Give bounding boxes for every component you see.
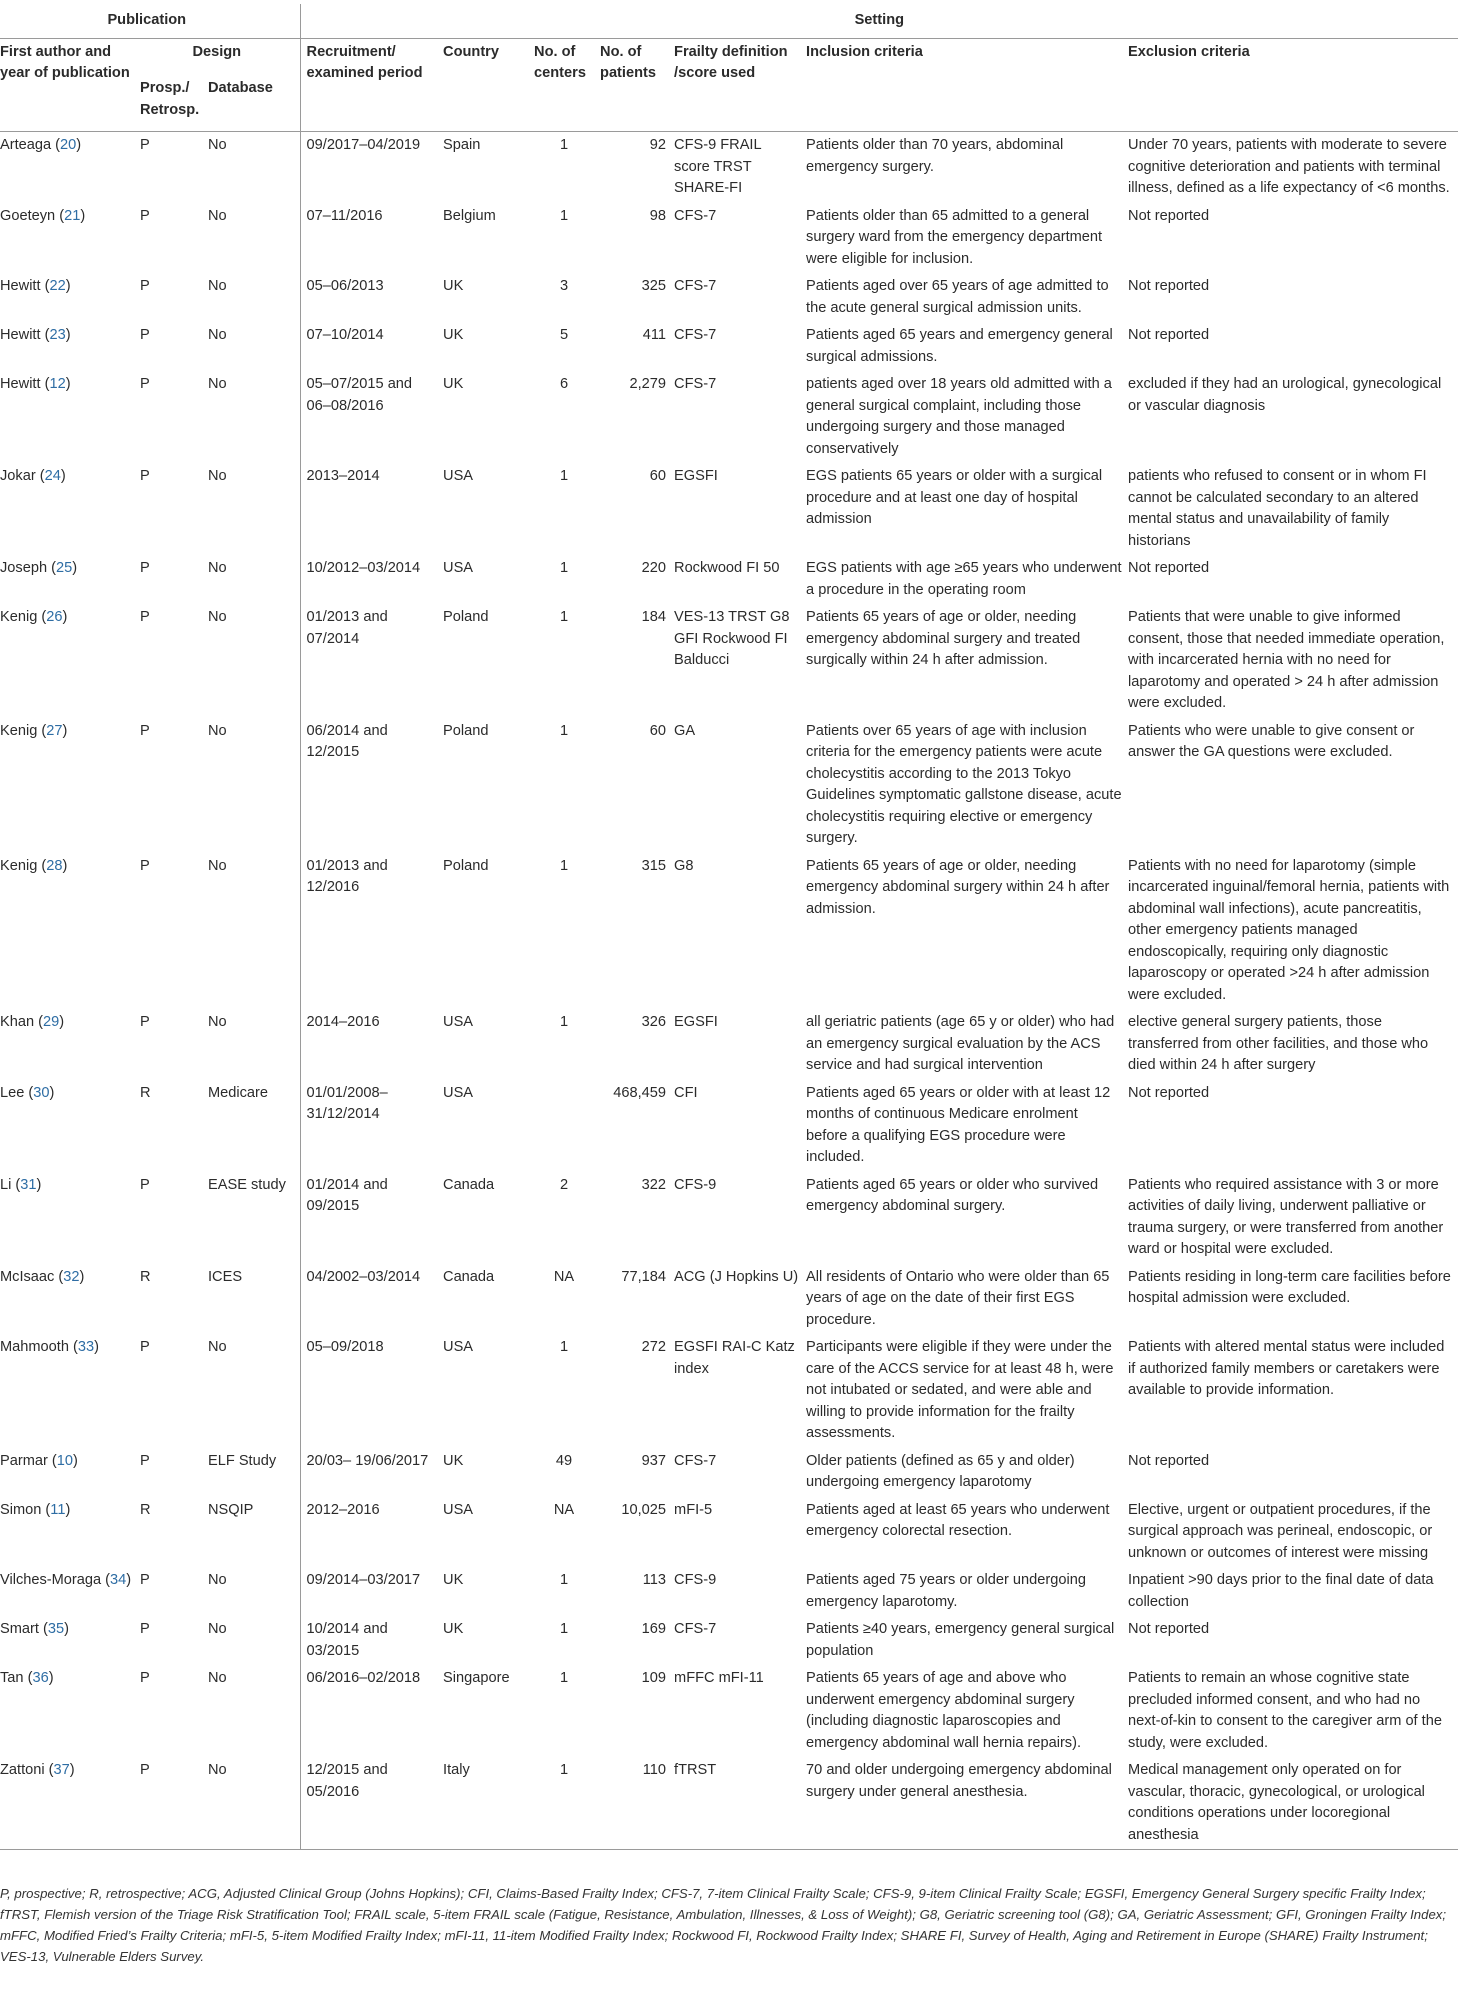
cell-design: P — [140, 278, 150, 294]
inclusion-header: Inclusion criteria — [806, 38, 1128, 132]
cell-period: 05–06/2013 — [300, 273, 443, 322]
cell-patients: 60 — [649, 468, 667, 484]
table-row — [0, 604, 1458, 718]
cell-country: Canada — [443, 1176, 495, 1193]
cell-country: USA — [443, 1339, 474, 1355]
cell-design: P — [140, 1339, 150, 1355]
cell-exclusion: Not reported — [1128, 278, 1210, 294]
author-name: Khan — [0, 1014, 35, 1030]
cell-design: P — [140, 722, 150, 739]
cell-exclusion: elective general surgery patients, those transferred from other facilities, and those who died within 24 h after surgery — [1128, 1014, 1429, 1073]
cell-frailty: EGSFI — [674, 1014, 718, 1030]
cell-inclusion: Patients aged 75 years or older undergoing emergency laparotomy. — [806, 1572, 1086, 1610]
reference-link[interactable]: 27 — [46, 722, 63, 739]
reference-link[interactable]: 30 — [33, 1084, 50, 1101]
cell-period: 04/2002–03/2014 — [300, 1264, 443, 1335]
cell-exclusion: Not reported — [1128, 1452, 1210, 1469]
cell-design: R — [140, 1268, 151, 1285]
cell-patients: 77,184 — [621, 1268, 667, 1285]
author-name: Kenig — [0, 857, 38, 874]
cell-period: 01/2013 and 07/2014 — [300, 604, 443, 718]
cell-country: UK — [443, 1452, 464, 1469]
cell-design: P — [140, 1572, 150, 1588]
cell-patients: 325 — [641, 278, 667, 294]
database-header: Database — [208, 66, 300, 132]
cell-country: USA — [443, 1014, 474, 1030]
table-row — [0, 322, 1458, 371]
cell-country: USA — [443, 560, 474, 576]
reference-link[interactable]: 26 — [46, 609, 63, 625]
cell-database: No — [208, 1621, 227, 1637]
cell-patients: 92 — [649, 137, 667, 153]
cell-database: No — [208, 1014, 227, 1030]
cell-patients: 109 — [641, 1670, 667, 1686]
author-name: Joseph — [0, 560, 48, 576]
author-name: Simon — [0, 1501, 42, 1518]
reference-link[interactable]: 22 — [49, 278, 66, 294]
cell-design: P — [140, 1176, 150, 1193]
cell-database: NSQIP — [208, 1501, 254, 1518]
cell-patients: 2,279 — [629, 376, 667, 392]
cell-patients: 10,025 — [621, 1501, 667, 1518]
reference-link[interactable]: 32 — [63, 1268, 80, 1285]
frailty-header: Frailty definition /score used — [674, 38, 806, 132]
author-name: Jokar — [0, 468, 36, 484]
cell-country: Belgium — [443, 207, 496, 224]
cell-design: P — [140, 857, 150, 874]
cell-database: No — [208, 609, 227, 625]
cell-author: Jokar (24) — [0, 468, 66, 484]
cell-database: No — [208, 327, 227, 343]
reference-link[interactable]: 34 — [110, 1572, 127, 1588]
cell-author: Kenig (27) — [0, 722, 68, 739]
reference-link[interactable]: 36 — [32, 1670, 49, 1686]
patients-header: No. of patients — [600, 38, 674, 132]
table-row — [0, 1448, 1458, 1497]
cell-inclusion: Patients aged at least 65 years who underwent emergency colorectal resection. — [806, 1501, 1110, 1539]
table-row — [0, 132, 1458, 203]
author-name: Goeteyn — [0, 207, 56, 224]
design-header: Design — [192, 43, 242, 60]
cell-frailty: CFS-9 FRAIL score TRST SHARE-FI — [674, 137, 762, 196]
cell-period: 07–10/2014 — [300, 322, 443, 371]
cell-exclusion: Patients who required assistance with 3 or more activities of daily living, underwent palliative or trauma surgery, or were transferred from another ward or hospital were excluded. — [1128, 1176, 1444, 1257]
cell-frailty: CFI — [674, 1084, 698, 1101]
cell-inclusion: Participants were eligible if they were under the care of the ACCS service for at least 48 h, were not intubated or sedated, and were able and willing to provide information for the frailty assessments. — [806, 1339, 1114, 1441]
cell-author: Parmar (10) — [0, 1452, 78, 1469]
cell-author: Arteaga (20) — [0, 137, 82, 153]
cell-frailty: CFS-7 — [674, 207, 717, 224]
cell-frailty: VES-13 TRST G8 GFI Rockwood FI Balducci — [674, 609, 790, 668]
cell-database: No — [208, 207, 227, 224]
author-name: Hewitt — [0, 376, 41, 392]
cell-centers: 1 — [559, 722, 569, 739]
cell-frailty: CFS-7 — [674, 1621, 717, 1637]
reference-link[interactable]: 37 — [53, 1762, 70, 1778]
cell-patients: 411 — [642, 327, 667, 343]
table-row — [0, 1264, 1458, 1335]
recruitment-header: Recruitment/ examined period — [300, 38, 443, 132]
author-name: Zattoni — [0, 1762, 45, 1778]
cell-author: Mahmooth (33) — [0, 1339, 99, 1355]
cell-frailty: mFI-5 — [674, 1501, 713, 1518]
cell-exclusion: Medical management only operated on for vascular, thoracic, gynecological, or urological conditions operations under locoregional anesthesia — [1128, 1757, 1458, 1850]
cell-centers: 1 — [559, 137, 569, 153]
table-row — [0, 1334, 1458, 1448]
cell-inclusion: All residents of Ontario who were older than 65 years of age on the date of their first EGS procedure. — [806, 1268, 1110, 1328]
cell-exclusion: patients who refused to consent or in whom FI cannot be calculated secondary to an altered mental status and unavailability of family historians — [1128, 468, 1427, 549]
cell-country: UK — [443, 327, 464, 343]
cell-exclusion: Not reported — [1128, 207, 1210, 224]
cell-country: UK — [443, 1621, 464, 1637]
cell-author: Kenig (28) — [0, 857, 68, 874]
author-name: Lee — [0, 1084, 25, 1101]
cell-author: Smart (35) — [0, 1621, 69, 1637]
cell-exclusion: Elective, urgent or outpatient procedures, if the surgical approach was perineal, endoscopic, or unknown or outcomes of interest were missing — [1128, 1501, 1433, 1561]
cell-period: 01/2013 and 12/2016 — [300, 853, 443, 1010]
author-name: Mahmooth — [0, 1339, 69, 1355]
cell-inclusion: Patients ≥40 years, emergency general surgical population — [806, 1621, 1115, 1659]
reference-link[interactable]: 20 — [60, 137, 77, 153]
cell-inclusion: Patients aged 65 years and emergency general surgical admissions. — [806, 327, 1113, 365]
cell-frailty: CFS-9 — [674, 1176, 717, 1193]
table-row — [0, 371, 1458, 463]
cell-patients: 184 — [641, 609, 667, 625]
cell-period: 06/2014 and 12/2015 — [300, 718, 443, 853]
cell-database: No — [208, 468, 227, 484]
reference-link[interactable]: 31 — [20, 1176, 37, 1193]
cell-author: Hewitt (23) — [0, 327, 71, 343]
cell-frailty: Rockwood FI 50 — [674, 560, 780, 576]
cell-inclusion: Patients older than 70 years, abdominal emergency surgery. — [806, 137, 1064, 175]
cell-patients: 220 — [641, 560, 667, 576]
author-name: Hewitt — [0, 327, 41, 343]
cell-centers: 1 — [534, 1757, 600, 1850]
cell-exclusion: Patients with no need for laparotomy (simple incarcerated inguinal/femoral hernia, patients with abdominal wall infections), acute pancreatitis, other emergency patients managed endoscopically, requiring only diagnostic laparoscopy or operated >24 h after admission were excluded. — [1128, 857, 1450, 1003]
cell-country: USA — [443, 468, 474, 484]
table-row — [0, 273, 1458, 322]
table-row — [0, 203, 1458, 274]
cell-centers: 5 — [559, 327, 569, 343]
cell-author: Kenig (26) — [0, 609, 68, 625]
cell-design: P — [140, 1014, 150, 1030]
cell-exclusion: Not reported — [1128, 327, 1210, 343]
cell-exclusion: Patients who were unable to give consent or answer the GA questions were excluded. — [1128, 722, 1415, 760]
cell-author: Joseph (25) — [0, 560, 78, 576]
cell-frailty: mFFC mFI-11 — [674, 1670, 764, 1686]
cell-centers: NA — [553, 1501, 575, 1518]
cell-frailty: CFS-7 — [674, 376, 717, 392]
cell-exclusion: Patients that were unable to give informed consent, those that needed immediate operation, with incarcerated hernia with no need for laparotomy and operated > 24 h after admission were excluded. — [1128, 609, 1445, 711]
cell-frailty: CFS-7 — [674, 1452, 717, 1469]
author-name: McIsaac — [0, 1268, 55, 1285]
table-row — [0, 853, 1458, 1010]
cell-frailty: EGSFI — [674, 468, 718, 484]
cell-country: UK — [443, 278, 464, 294]
cell-patients: 60 — [649, 722, 667, 739]
cell-period: 2012–2016 — [300, 1497, 443, 1568]
cell-period: 05–09/2018 — [300, 1334, 443, 1448]
cell-centers: 6 — [559, 376, 569, 392]
author-name: Parmar — [0, 1452, 48, 1469]
reference-link[interactable]: 25 — [55, 560, 73, 576]
cell-design: P — [140, 1670, 150, 1686]
cell-country: Poland — [443, 722, 489, 739]
cell-period: 20/03– 19/06/2017 — [300, 1448, 443, 1497]
cell-design: P — [140, 137, 150, 153]
exclusion-header: Exclusion criteria — [1128, 38, 1458, 132]
first-author-header: First author and year of publication — [0, 38, 140, 132]
cell-period: 07–11/2016 — [300, 203, 443, 274]
table-row — [0, 1665, 1458, 1757]
cell-design: R — [140, 1501, 151, 1518]
cell-centers: 1 — [559, 207, 569, 224]
cell-design: P — [140, 376, 150, 392]
cell-period: 09/2014–03/2017 — [300, 1567, 443, 1616]
reference-link[interactable]: 24 — [44, 468, 61, 484]
cell-database: No — [208, 560, 227, 576]
cell-design: R — [140, 1084, 151, 1101]
cell-inclusion: Patients aged over 65 years of age admitted to the acute general surgical admission units. — [806, 278, 1109, 316]
cell-inclusion: Older patients (defined as 65 y and older) undergoing emergency laparotomy — [806, 1452, 1075, 1490]
cell-period: 05–07/2015 and 06–08/2016 — [300, 371, 443, 463]
table-row — [0, 1567, 1458, 1616]
cell-database: No — [208, 1757, 300, 1850]
cell-exclusion: Patients with altered mental status were included if authorized family members or caretakers were available to provide information. — [1128, 1339, 1445, 1398]
cell-centers — [534, 1080, 600, 1172]
cell-patients: 113 — [642, 1572, 667, 1588]
country-header: Country — [443, 38, 534, 132]
cell-database: EASE study — [208, 1176, 286, 1193]
studies-table — [0, 4, 1458, 1850]
cell-country: Singapore — [443, 1670, 510, 1686]
cell-inclusion: EGS patients with age ≥65 years who underwent a procedure in the operating room — [806, 560, 1122, 598]
reference-link[interactable]: 23 — [49, 327, 66, 343]
cell-period: 10/2012–03/2014 — [300, 555, 443, 604]
cell-patients: 468,459 — [613, 1084, 667, 1101]
author-name: Smart — [0, 1621, 39, 1637]
cell-inclusion: EGS patients 65 years or older with a surgical procedure and at least one day of hospital admission — [806, 468, 1103, 527]
cell-inclusion: Patients aged 65 years or older with at least 12 months of continuous Medicare enrolment before a qualifying EGS procedure were included. — [806, 1084, 1111, 1165]
cell-author: Zattoni (37) — [0, 1757, 140, 1850]
cell-centers: NA — [553, 1268, 575, 1285]
cell-centers: 1 — [559, 468, 569, 484]
cell-exclusion: Patients to remain an whose cognitive state precluded informed consent, and who had no next-of-kin to consent to the caregiver arm of the study, were excluded. — [1128, 1670, 1442, 1751]
reference-link[interactable]: 35 — [47, 1621, 65, 1637]
cell-design: P — [140, 327, 150, 343]
cell-inclusion: Patients 65 years of age or older, needing emergency abdominal surgery and treated surgically within 24 h after admission. — [806, 609, 1081, 668]
author-name: Vilches-Moraga — [0, 1572, 102, 1588]
setting-header: Setting — [300, 4, 1458, 38]
cell-centers: 1 — [559, 560, 569, 576]
cell-centers: 1 — [559, 1670, 569, 1686]
cell-patients: 169 — [641, 1621, 667, 1637]
cell-author: Khan (29) — [0, 1014, 65, 1030]
table-row — [0, 718, 1458, 853]
cell-patients: 322 — [641, 1176, 667, 1193]
cell-country: USA — [443, 1084, 474, 1101]
cell-inclusion: Patients older than 65 admitted to a general surgery ward from the emergency department were eligible for inclusion. — [806, 207, 1103, 267]
cell-frailty: fTRST — [674, 1757, 806, 1850]
cell-country: Poland — [443, 857, 489, 874]
cell-centers: 1 — [559, 1572, 569, 1588]
cell-frailty: GA — [674, 722, 696, 739]
cell-database: No — [208, 1670, 227, 1686]
reference-link[interactable]: 10 — [56, 1452, 73, 1469]
table-row — [0, 555, 1458, 604]
cell-author: Hewitt (22) — [0, 278, 71, 294]
cell-period: 01/2014 and 09/2015 — [300, 1172, 443, 1264]
cell-exclusion: Not reported — [1128, 1621, 1210, 1637]
reference-link[interactable]: 29 — [43, 1014, 60, 1030]
cell-patients: 98 — [649, 207, 667, 224]
cell-frailty: G8 — [674, 857, 694, 874]
prosp-retrosp-header: Prosp./ Retrosp. — [140, 66, 208, 132]
cell-design: P — [140, 468, 150, 484]
author-name: Kenig — [0, 722, 38, 739]
cell-inclusion: Patients 65 years of age or older, needing emergency abdominal surgery within 24 h after admission. — [806, 857, 1110, 917]
cell-frailty: CFS-7 — [674, 278, 717, 294]
cell-inclusion: Patients aged 65 years or older who survived emergency abdominal surgery. — [806, 1176, 1099, 1214]
cell-exclusion: Not reported — [1128, 560, 1210, 576]
cell-patients: 272 — [641, 1339, 667, 1355]
table-footnote: P, prospective; R, retrospective; ACG, Adjusted Clinical Group (Johns Hopkins); CFI, Claims-Based Frailty Index; CFS-7, 7-item Clinical Frailty Scale; CFS-9, 9-item Clinical Frailty Scale; EGSFI, Emergency General Surgery specific Frailty Index; fTRST, Flemish version of the Triage Risk Stratification Tool; FRAIL scale, 5-item FRAIL scale (Fatigue, Resistance, Ambulation, Illnesses, & Loss of Weight); G8, Geriatric screening tool (G8); GA, Geriatric Assessment; GFI, Groningen Frailty Index; mFFC, Modified Fried’s Frailty Criteria; mFI-5, 5-item Modified Frailty Index; mFI-11, 11-item Modified Frailty Index; Rockwood FI, Rockwood Frailty Index; SHARE FI, Survey of Health, Aging and Retirement in Europe (SHARE) Frailty Instrument; VES-13, Vulnerable Elders Survey. — [0, 1886, 1447, 1964]
cell-frailty: EGSFI RAI-C Katz index — [674, 1339, 795, 1377]
author-name: Hewitt — [0, 278, 41, 294]
cell-centers: 2 — [559, 1176, 569, 1193]
cell-design: P — [140, 1757, 208, 1850]
reference-link[interactable]: 33 — [77, 1339, 95, 1355]
table-row — [0, 1616, 1458, 1665]
table-row — [0, 463, 1458, 555]
cell-exclusion: Patients residing in long-term care facilities before hospital admission were excluded. — [1128, 1268, 1451, 1306]
cell-author: Goeteyn (21) — [0, 207, 86, 224]
cell-author: Hewitt (12) — [0, 376, 71, 392]
table-body — [0, 132, 1458, 1850]
cell-inclusion: Patients 65 years of age and above who underwent emergency abdominal surgery (including diagnostic laparoscopies and emergency abdominal wall hernia repairs). — [806, 1670, 1082, 1751]
cell-database: No — [208, 1339, 227, 1355]
cell-exclusion: Inpatient >90 days prior to the final date of data collection — [1128, 1572, 1434, 1610]
cell-author: Vilches-Moraga (34) — [0, 1572, 132, 1588]
cell-exclusion: excluded if they had an urological, gynecological or vascular diagnosis — [1128, 376, 1442, 414]
reference-link[interactable]: 28 — [46, 857, 63, 874]
cell-patients: 315 — [641, 857, 667, 874]
cell-frailty: CFS-9 — [674, 1572, 717, 1588]
cell-patients: 326 — [641, 1014, 667, 1030]
publication-header: Publication — [0, 4, 300, 38]
centers-header: No. of centers — [534, 38, 600, 132]
cell-database: Medicare — [208, 1084, 269, 1101]
cell-country: UK — [443, 1572, 464, 1588]
author-name: Arteaga — [0, 137, 52, 153]
cell-frailty: CFS-7 — [674, 327, 717, 343]
cell-period: 01/01/2008– 31/12/2014 — [300, 1080, 443, 1172]
cell-database: No — [208, 376, 227, 392]
cell-period: 06/2016–02/2018 — [300, 1665, 443, 1757]
cell-design: P — [140, 609, 150, 625]
cell-database: No — [208, 857, 227, 874]
cell-author: Li (31) — [0, 1176, 42, 1193]
table-row — [0, 1080, 1458, 1172]
cell-design: P — [140, 1621, 150, 1637]
cell-period: 2014–2016 — [300, 1009, 443, 1080]
cell-centers: 1 — [559, 1014, 569, 1030]
cell-design: P — [140, 207, 150, 224]
cell-author: Simon (11) — [0, 1501, 71, 1518]
cell-inclusion: patients aged over 18 years old admitted with a general surgical complaint, including those undergoing surgery and those managed conservatively — [806, 376, 1112, 457]
cell-centers: 3 — [559, 278, 569, 294]
cell-design: P — [140, 560, 150, 576]
table-row — [0, 1009, 1458, 1080]
author-name: Li — [0, 1176, 12, 1193]
cell-inclusion: Patients over 65 years of age with inclusion criteria for the emergency patients were acute cholecystitis according to the 2013 Tokyo Guidelines symptomatic gallstone disease, acute cholecystitis requiring elective or emergency surgery. — [806, 722, 1122, 846]
author-name: Kenig — [0, 609, 38, 625]
cell-centers: 1 — [559, 1621, 569, 1637]
cell-country: Poland — [443, 609, 489, 625]
cell-patients: 110 — [600, 1757, 674, 1850]
cell-country: USA — [443, 1501, 474, 1518]
cell-centers: 1 — [559, 609, 569, 625]
reference-link[interactable]: 11 — [50, 1501, 66, 1518]
cell-database: No — [208, 722, 227, 739]
reference-link[interactable]: 21 — [64, 207, 81, 224]
cell-exclusion: Under 70 years, patients with moderate to severe cognitive deterioration and patients with terminal illness, defined as a life expectancy of <6 months. — [1128, 137, 1450, 196]
cell-database: ICES — [208, 1268, 243, 1285]
cell-database: ELF Study — [208, 1452, 277, 1469]
cell-country: UK — [443, 376, 464, 392]
table-row — [0, 1172, 1458, 1264]
cell-design: P — [140, 1452, 150, 1469]
cell-author: McIsaac (32) — [0, 1268, 85, 1285]
cell-frailty: ACG (J Hopkins U) — [674, 1268, 799, 1285]
cell-period: 2013–2014 — [300, 463, 443, 555]
cell-database: No — [208, 137, 227, 153]
cell-inclusion: 70 and older undergoing emergency abdominal surgery under general anesthesia. — [806, 1757, 1128, 1850]
cell-patients: 937 — [641, 1452, 667, 1469]
cell-centers: 49 — [555, 1452, 573, 1469]
cell-country: Spain — [443, 137, 481, 153]
cell-database: No — [208, 1572, 227, 1588]
table-row — [0, 1757, 1458, 1850]
cell-period: 09/2017–04/2019 — [300, 132, 443, 203]
cell-centers: 1 — [559, 857, 569, 874]
reference-link[interactable]: 12 — [49, 376, 66, 392]
cell-country: Canada — [443, 1268, 495, 1285]
cell-author: Tan (36) — [0, 1670, 54, 1686]
cell-country: Italy — [443, 1757, 534, 1850]
cell-period: 10/2014 and 03/2015 — [300, 1616, 443, 1665]
cell-centers: 1 — [559, 1339, 569, 1355]
author-name: Tan — [0, 1670, 24, 1686]
cell-author: Lee (30) — [0, 1084, 55, 1101]
table-row — [0, 1497, 1458, 1568]
cell-period: 12/2015 and 05/2016 — [300, 1757, 443, 1850]
cell-exclusion: Not reported — [1128, 1084, 1210, 1101]
cell-inclusion: all geriatric patients (age 65 y or older) who had an emergency surgical evaluation by the ACS service and had surgical intervention — [806, 1014, 1115, 1073]
cell-database: No — [208, 278, 227, 294]
